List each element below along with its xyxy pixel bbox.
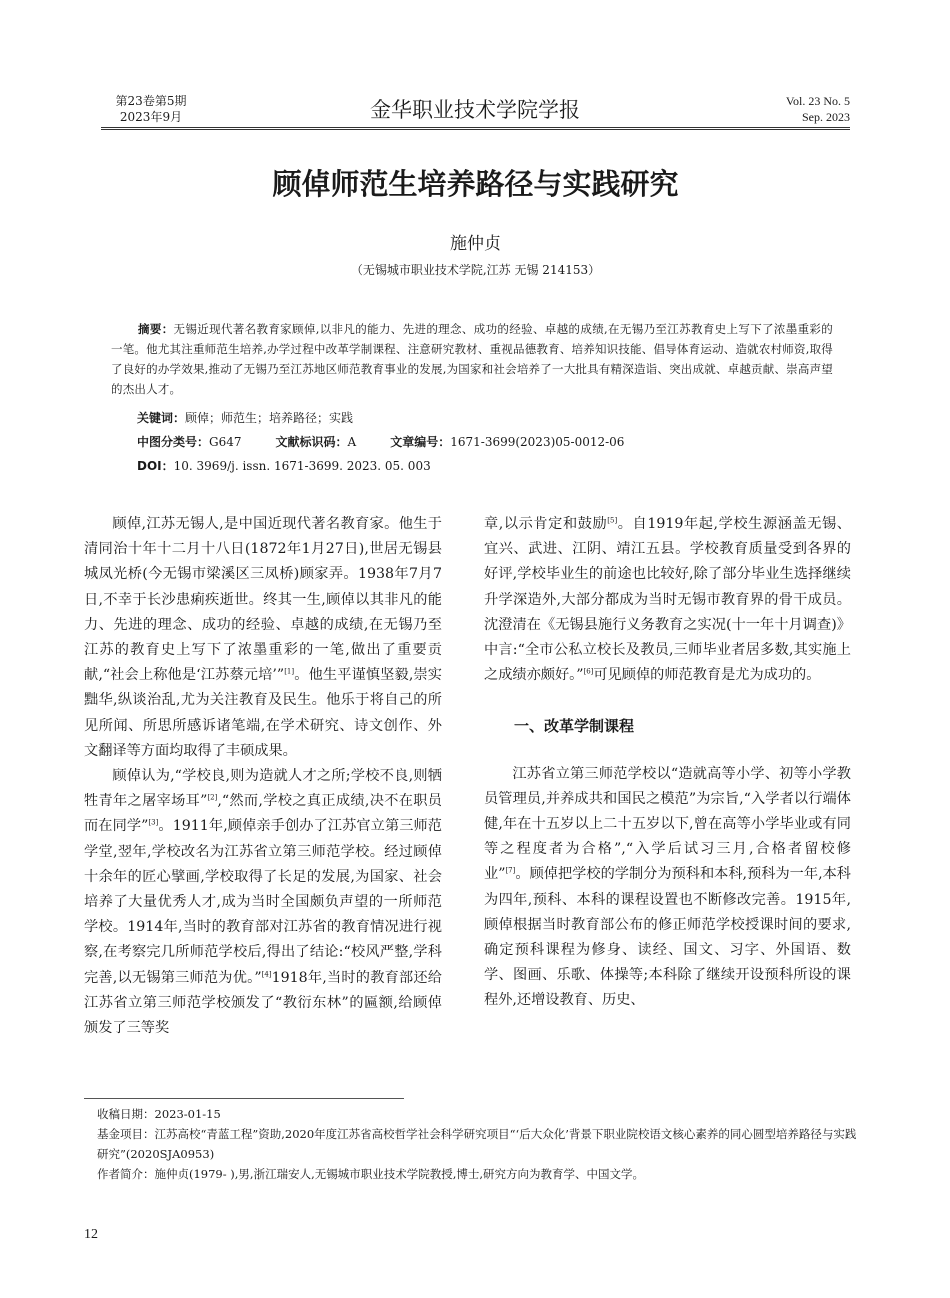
paragraph-text: ,“然而,学校之真正成绩,决不在职员而在同学” xyxy=(84,793,442,835)
paragraph-text: 顾倬,江苏无锡人,是中国近现代著名教育家。他生于清同治十年十二月十八日(1872年1月27日),世居无锡县城凤光桥(今无锡市梁溪区三凤桥)顾家弄。1938年7月7日,不幸于长沙患痢疾逝世。终其一生,顾倬以其非凡的能力、先进的理念、成功的经验、卓越的成绩,在无锡乃至江苏的教育史上写下了浓墨重彩的一笔,做出了重要贡献,“社会上称他是‘江苏蔡元培’” xyxy=(84,516,442,684)
article-number: 1671-3699(2023)05-0012-06 xyxy=(450,435,625,449)
date-cn: 2023年9月 xyxy=(119,110,183,124)
citation: [5] xyxy=(607,516,618,525)
page-number: 12 xyxy=(84,1227,98,1242)
paragraph xyxy=(84,764,442,1041)
paragraph xyxy=(84,512,442,764)
author-name: 施仲贞 xyxy=(450,234,501,254)
article-title: 顾倬师范生培养路径与实践研究 xyxy=(272,167,679,201)
header-rule-secondary xyxy=(101,129,850,130)
clc-code: G647 xyxy=(209,435,242,449)
paragraph-continued xyxy=(484,512,851,688)
abstract-text: 无锡近现代著名教育家顾倬,以非凡的能力、先进的理念、成功的经验、卓越的成绩,在无锡乃至江苏教育史上写下了浓墨重彩的一笔。他尤其注重师范生培养,办学过程中改革学制课程、注意研究教材、重视品德教育、培养知识技能、倡导体育运动、造就农村师资,取得了良好的办学效果,推动了无锡乃至江苏地区师范教育事业的发展,为国家和社会培养了一大批具有精深造诣、突出成就、卓越贡献、崇高声望的杰出人才。 xyxy=(111,322,833,396)
body-column-right xyxy=(484,512,851,1014)
header-rule xyxy=(101,127,850,128)
author-bio: 作者简介：施仲贞(1979- ),男,浙江瑞安人,无锡城市职业技术学院教授,博士,研究方向为教育学、中国文学。 xyxy=(97,1167,645,1181)
journal-issue-cn xyxy=(101,93,201,125)
paragraph xyxy=(484,762,851,1014)
doi-text: 10. 3969/j. issn. 1671-3699. 2023. 05. 003 xyxy=(173,459,431,473)
doi-line xyxy=(137,456,837,476)
keywords-text: 顾倬；师范生；培养路径；实践 xyxy=(185,411,354,425)
keywords xyxy=(137,408,837,428)
body-column-left xyxy=(84,512,442,1041)
received-date: 收稿日期：2023-01-15 xyxy=(97,1107,221,1121)
paragraph-text: 。他生平谨慎坚毅,崇实黜华,纵谈治乱,尤为关注教育及民生。他乐于将自己的所见所闻、所思所感诉诸笔端,在学术研究、诗文创作、外文翻译等方面均取得了丰硕成果。 xyxy=(84,667,442,759)
citation: [3] xyxy=(148,818,159,827)
classification-line xyxy=(137,432,837,452)
journal-title: 金华职业技术学院学报 xyxy=(370,98,580,122)
paragraph-text: 1918年,当时的教育部还给江苏省立第三师范学校颁发了“教衍东林”的匾额,给顾倬颁发了三等奖 xyxy=(84,969,442,1037)
footnotes xyxy=(97,1104,857,1184)
doc-code: A xyxy=(347,435,357,449)
paragraph-text: 。1911年,顾倬亲手创办了江苏官立第三师范学堂,翌年,学校改名为江苏省立第三师范学校。经过顾倬十余年的匠心擘画,学校取得了长足的发展,为国家、社会培养了大量优秀人才,成为当时全国颇负声望的一所师范学校。1914年,当时的教育部对江苏省的教育情况进行视察,在考察完几所师范学校后,得出了结论:“校风严整,学科完善,以无锡第三师范为优。” xyxy=(84,818,442,986)
abstract xyxy=(111,319,833,399)
paragraph-text: 。自1919年起,学校生源涵盖无锡、宜兴、武进、江阴、靖江五县。学校教育质量受到各界的好评,学校毕业生的前途也比较好,除了部分毕业生选择继续升学深造外,大部分都成为当时无锡市教育界的骨干成员。沈澄清在《无锡县施行义务教育之实况(十一年十月调查)》中言:“全市公私立校长及教员,三师毕业者居多数,其实施上之成绩亦颇好。” xyxy=(484,516,851,684)
volume-issue-en: Vol. 23 No. 5 xyxy=(785,94,850,108)
journal-issue-en xyxy=(730,93,850,125)
abstract-label: 摘要： xyxy=(138,322,174,336)
citation: [1] xyxy=(284,667,295,676)
paragraph-text: 顾倬认为,“学校良,则为造就人才之所;学校不良,则牺牲青年之屠宰场耳” xyxy=(84,768,442,810)
citation: [6] xyxy=(583,667,594,676)
citation: [4] xyxy=(261,969,272,978)
clc-label: 中图分类号： xyxy=(137,435,210,449)
paragraph-text: 可见顾倬的师范教育是尤为成功的。 xyxy=(593,667,821,684)
volume-issue-cn: 第23卷第5期 xyxy=(115,94,187,108)
article-number-label: 文章编号： xyxy=(390,435,451,449)
section-heading: 一、改革学制课程 xyxy=(514,717,635,736)
date-en: Sep. 2023 xyxy=(802,110,850,124)
paragraph-text: 江苏省立第三师范学校以“造就高等小学、初等小学教员管理员,并养成共和国民之模范”为宗旨,“入学者以行端体健,年在十五岁以上二十五岁以下,曾在高等小学毕业或有同等之程度者为合格”,“入学后试习三月,合格者留校修业” xyxy=(484,765,851,883)
fund-info: 基金项目：江苏高校“青蓝工程”资助,2020年度江苏省高校哲学社会科学研究项目“‘后大众化’背景下职业院校语文核心素养的同心圆型培养路径与实践研究”(2020SJA0953) xyxy=(97,1127,857,1161)
keywords-label: 关键词： xyxy=(137,411,186,425)
author-affiliation: （无锡城市职业技术学院,江苏 无锡 214153） xyxy=(350,263,601,277)
doi-label: DOI： xyxy=(137,459,174,473)
citation: [7] xyxy=(505,866,516,875)
paragraph-text: 。顾倬把学校的学制分为预科和本科,预科为一年,本科为四年,预科、本科的课程设置也不断修改完善。1915年,顾倬根据当时教育部公布的修正师范学校授课时间的要求,确定预科课程为修身、读经、国文、习字、外国语、数学、图画、乐歌、体操等;本科除了继续开设预科所设的课程外,还增设教育、历史、 xyxy=(484,866,851,1009)
paragraph-text: 章,以示肯定和鼓励 xyxy=(484,516,608,532)
citation: [2] xyxy=(207,793,218,802)
footnote-rule xyxy=(84,1098,404,1099)
doc-code-label: 文献标识码： xyxy=(275,435,348,449)
